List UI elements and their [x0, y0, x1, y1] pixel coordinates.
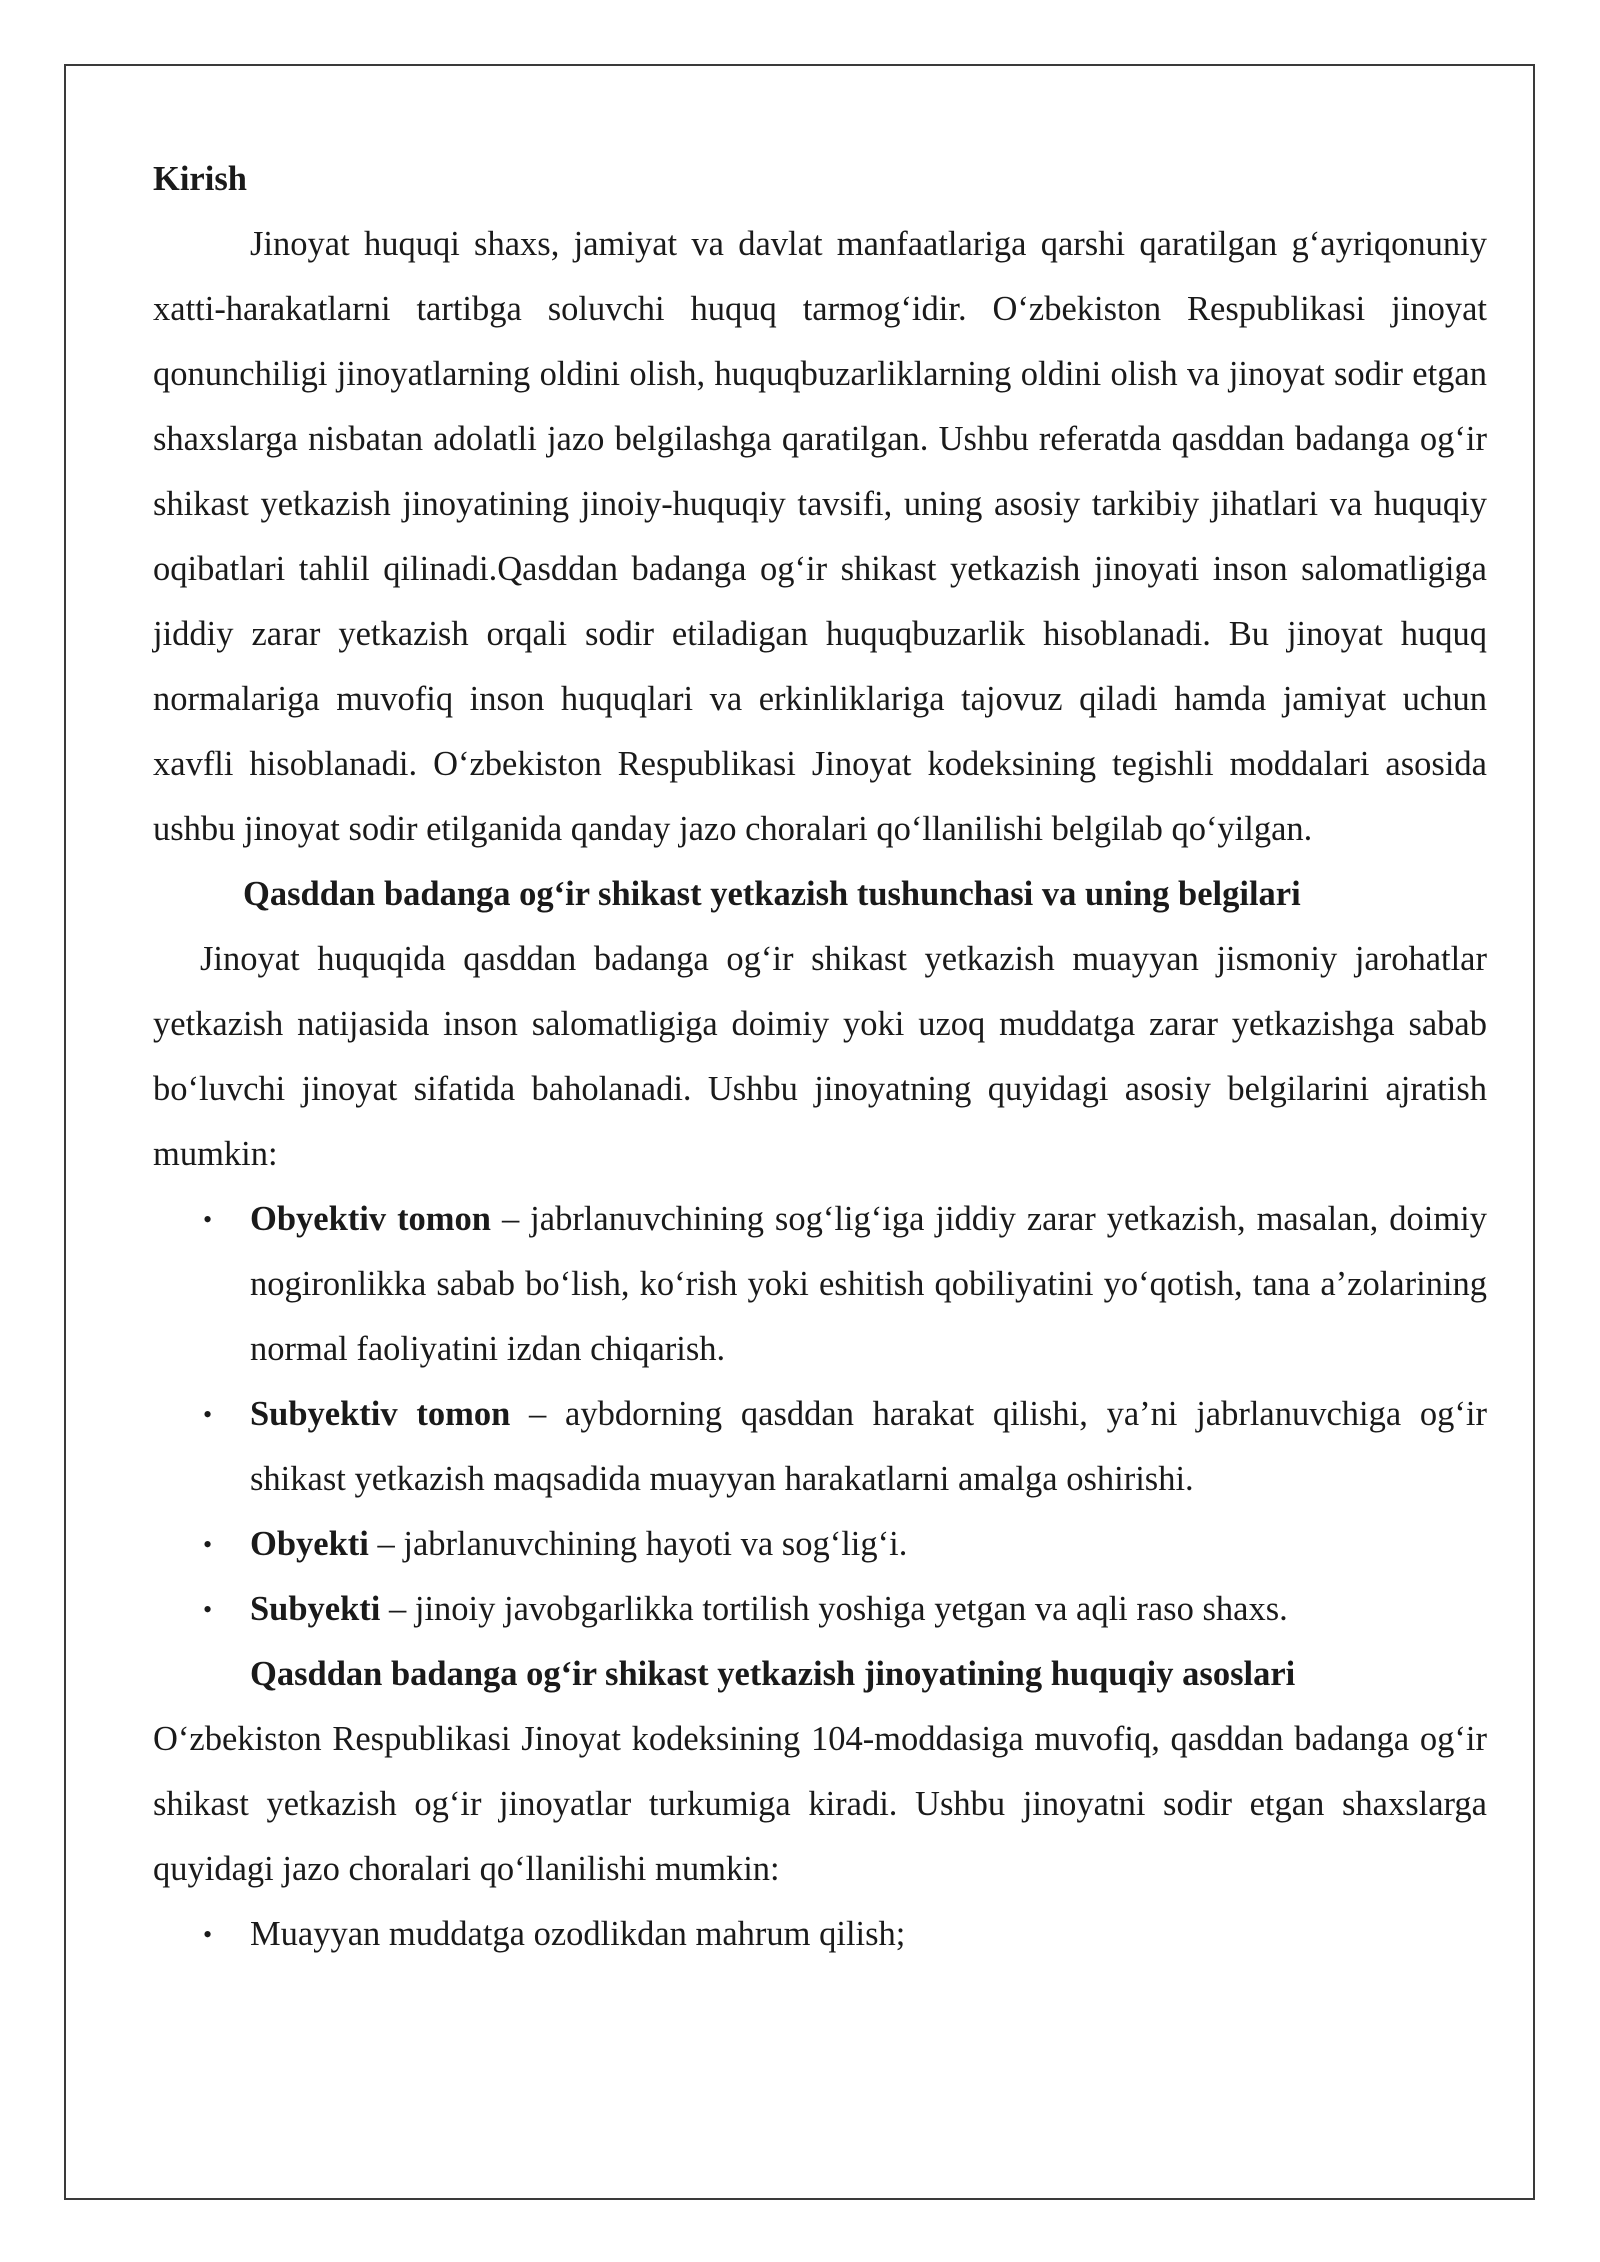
list-item [153, 1577, 1487, 1642]
list-item [153, 1187, 1487, 1382]
intro-paragraph: Jinoyat huquqi shaxs, jamiyat va davlat manfaatlariga qarshi qaratilgan g‘ayriqonuniy xatti-harakatlarni tartibga soluvchi huquq tarmog‘idir. O‘zbekiston Respublikasi jinoyat qonunchiligi jinoyatlarning oldini olish, huquqbuzarliklarning oldini olish va jinoyat sodir etgan shaxslarga nisbatan adolatli jazo belgilashga qaratilgan. Ushbu referatda qasddan badanga og‘ir shikast yetkazish jinoyatining jinoiy-huquqiy tavsifi, uning asosiy tarkibiy jihatlari va huquqiy oqibatlari tahlil qilinadi.Qasddan badanga og‘ir shikast yetkazish jinoyati inson salomatligiga jiddiy zarar yetkazish orqali sodir etiladigan huquqbuzarlik hisoblanadi. Bu jinoyat huquq normalariga muvofiq inson huquqlari va erkinliklariga tajovuz qiladi hamda jamiyat uchun xavfli hisoblanadi. O‘zbekiston Respublikasi Jinoyat kodeksining tegishli moddalari asosida ushbu jinoyat sodir etilganida qanday jazo choralari qo‘llanilishi belgilab qo‘yilgan. [153, 225, 1487, 848]
list-item-text: – aybdorning qasddan harakat qilishi, ya’ni jabrlanuvchiga og‘ir shikast yetkazish maqsadida muayyan harakatlarni amalga oshirishi. [250, 1395, 1487, 1498]
list-item-term: Obyektiv tomon [250, 1200, 491, 1238]
bullet-icon: • [203, 1530, 213, 1559]
list-item [153, 1512, 1487, 1577]
section1-heading: Qasddan badanga og‘ir shikast yetkazish tushunchasi va uning belgilari [243, 875, 1301, 913]
list-item-text: – jabrlanuvchining sog‘lig‘iga jiddiy zarar yetkazish, masalan, doimiy nogironlikka sabab bo‘lish, ko‘rish yoki eshitish qobiliyatini yo‘qotish, tana a’zolarining normal faoliyatini izdan chiqarish. [250, 1200, 1487, 1368]
list-item-term: Subyekti [250, 1590, 381, 1628]
list-item-text: Muayyan muddatga ozodlikdan mahrum qilish; [250, 1915, 906, 1953]
list-item-text: – jinoiy javobgarlikka tortilish yoshiga yetgan va aqli raso shaxs. [380, 1590, 1288, 1628]
list-item-term: Obyekti [250, 1525, 369, 1563]
list-item-term: Subyektiv tomon [250, 1395, 511, 1433]
bullet-icon: • [203, 1920, 213, 1949]
section1-list [153, 1187, 1487, 1642]
section1-paragraph: Jinoyat huquqida qasddan badanga og‘ir shikast yetkazish muayyan jismoniy jarohatlar yetkazish natijasida inson salomatligiga doimiy yoki uzoq muddatga zarar yetkazishga sabab bo‘luvchi jinoyat sifatida baholanadi. Ushbu jinoyatning quyidagi asosiy belgilarini ajratish mumkin: [153, 940, 1487, 1173]
bullet-icon: • [203, 1205, 213, 1234]
list-item-text: – jabrlanuvchining hayoti va sog‘lig‘i. [368, 1525, 908, 1563]
list-item [153, 1382, 1487, 1512]
bullet-icon: • [203, 1400, 213, 1429]
section2-list [153, 1902, 1487, 1967]
bullet-icon: • [203, 1595, 213, 1624]
document-body [153, 147, 1487, 1967]
list-item [153, 1902, 1487, 1967]
section2-paragraph: O‘zbekiston Respublikasi Jinoyat kodeksining 104-moddasiga muvofiq, qasddan badanga og‘ir shikast yetkazish og‘ir jinoyatlar turkumiga kiradi. Ushbu jinoyatni sodir etgan shaxslarga quyidagi jazo choralari qo‘llanilishi mumkin: [153, 1720, 1487, 1888]
intro-heading: Kirish [153, 160, 247, 198]
section2-heading: Qasddan badanga og‘ir shikast yetkazish jinoyatining huquqiy asoslari [250, 1655, 1296, 1693]
